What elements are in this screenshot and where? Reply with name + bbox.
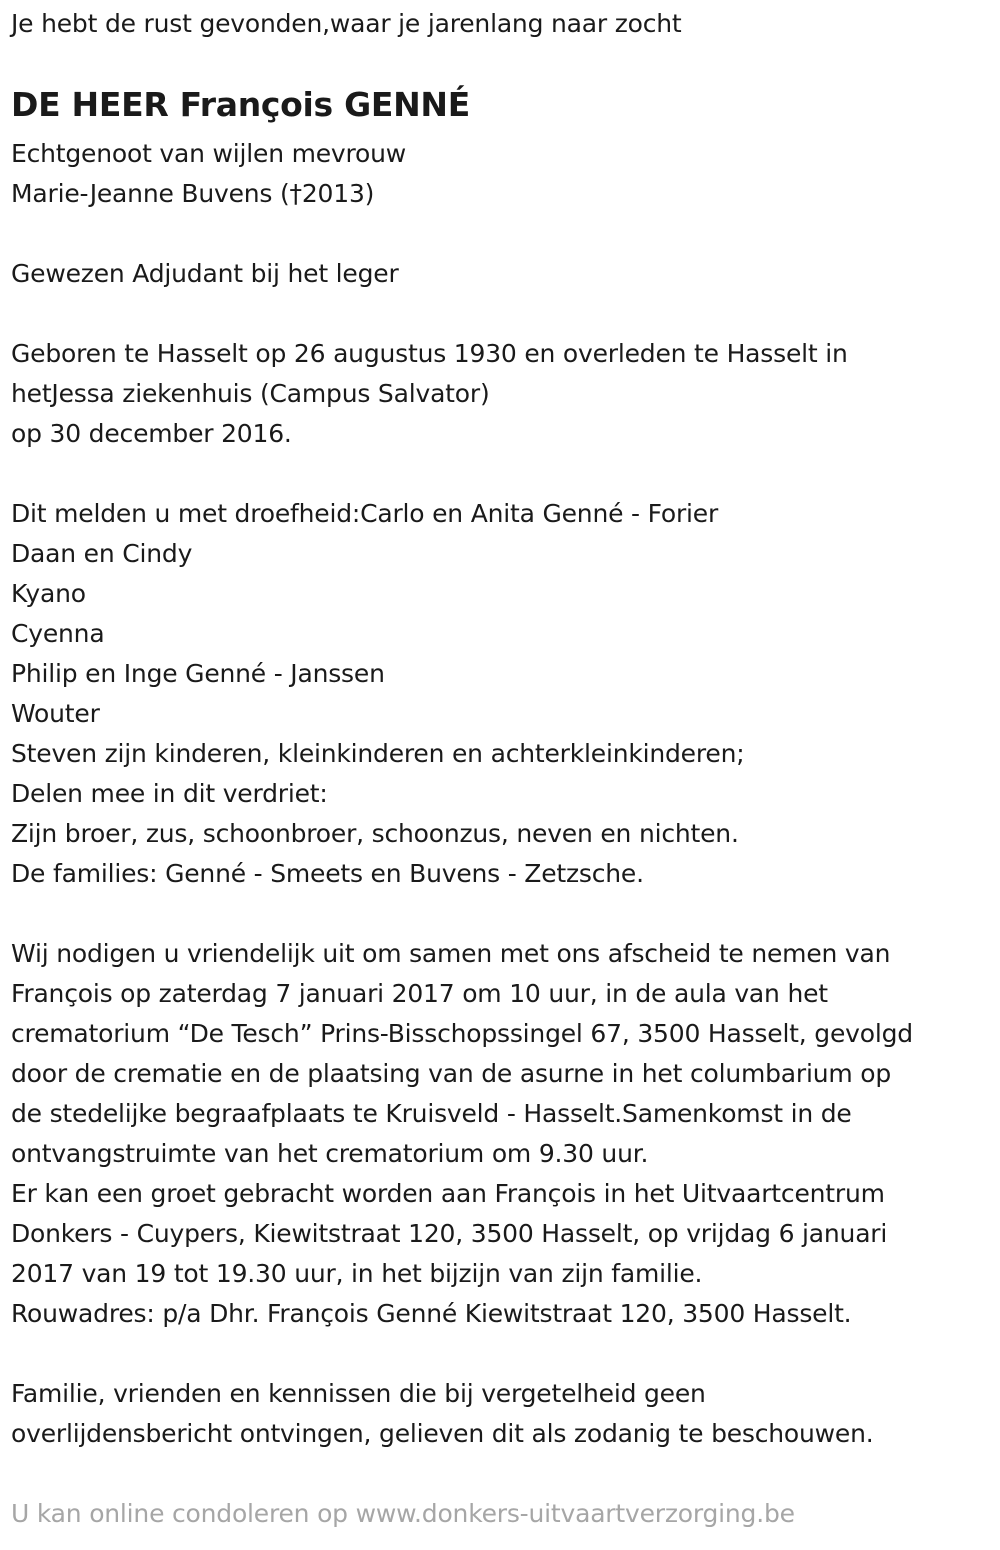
family-line: Delen mee in dit verdriet:: [11, 779, 328, 808]
service-line: François op zaterdag 7 januari 2017 om 10 uur, in de aula van het: [11, 979, 828, 1008]
service-line: Donkers - Cuypers, Kiewitstraat 120, 3500 Hasselt, op vrijdag 6 januari: [11, 1219, 888, 1248]
closing-section: [11, 1374, 874, 1454]
family-line: Daan en Cindy: [11, 539, 193, 568]
family-line: De families: Genné - Smeets en Buvens - Zetzsche.: [11, 859, 644, 888]
closing-line: Familie, vrienden en kennissen die bij vergetelheid geen: [11, 1379, 706, 1408]
birth-death-line: hetJessa ziekenhuis (Campus Salvator): [11, 379, 490, 408]
family-line: Kyano: [11, 579, 86, 608]
family-line: Wouter: [11, 699, 100, 728]
family-line: Zijn broer, zus, schoonbroer, schoonzus, neven en nichten.: [11, 819, 739, 848]
deceased-name-heading: DE HEER François GENNÉ: [11, 85, 470, 124]
family-line: Cyenna: [11, 619, 105, 648]
family-section: [11, 494, 744, 894]
service-line: door de crematie en de plaatsing van de asurne in het columbarium op: [11, 1059, 892, 1088]
opening-quote: Je hebt de rust gevonden,waar je jarenlang naar zocht: [11, 9, 682, 38]
spouse-section: [11, 134, 406, 214]
birth-death-line: Geboren te Hasselt op 26 augustus 1930 en overleden te Hasselt in: [11, 339, 848, 368]
service-line: 2017 van 19 tot 19.30 uur, in het bijzijn van zijn familie.: [11, 1259, 703, 1288]
closing-line: overlijdensbericht ontvingen, gelieven dit als zodanig te beschouwen.: [11, 1419, 874, 1448]
family-line: Philip en Inge Genné - Janssen: [11, 659, 385, 688]
occupation-section: [11, 254, 399, 294]
service-section: [11, 934, 913, 1334]
condolence-footer: U kan online condoleren op www.donkers-uitvaartverzorging.be: [11, 1499, 795, 1528]
service-line: de stedelijke begraafplaats te Kruisveld - Hasselt.Samenkomst in de: [11, 1099, 852, 1128]
service-line: Rouwadres: p/a Dhr. François Genné Kiewitstraat 120, 3500 Hasselt.: [11, 1299, 852, 1328]
birth-death-line: op 30 december 2016.: [11, 419, 292, 448]
birth-death-section: [11, 334, 848, 454]
service-line: crematorium “De Tesch” Prins-Bisschopssingel 67, 3500 Hasselt, gevolgd: [11, 1019, 913, 1048]
family-line: Steven zijn kinderen, kleinkinderen en achterkleinkinderen;: [11, 739, 745, 768]
family-line: Dit melden u met droefheid:Carlo en Anita Genné - Forier: [11, 499, 719, 528]
service-line: ontvangstruimte van het crematorium om 9.30 uur.: [11, 1139, 649, 1168]
service-line: Wij nodigen u vriendelijk uit om samen met ons afscheid te nemen van: [11, 939, 891, 968]
spouse-line: Echtgenoot van wijlen mevrouw: [11, 139, 407, 168]
service-line: Er kan een groet gebracht worden aan François in het Uitvaartcentrum: [11, 1179, 885, 1208]
spouse-line: Marie-Jeanne Buvens (†2013): [11, 179, 375, 208]
occupation-line: Gewezen Adjudant bij het leger: [11, 259, 399, 288]
